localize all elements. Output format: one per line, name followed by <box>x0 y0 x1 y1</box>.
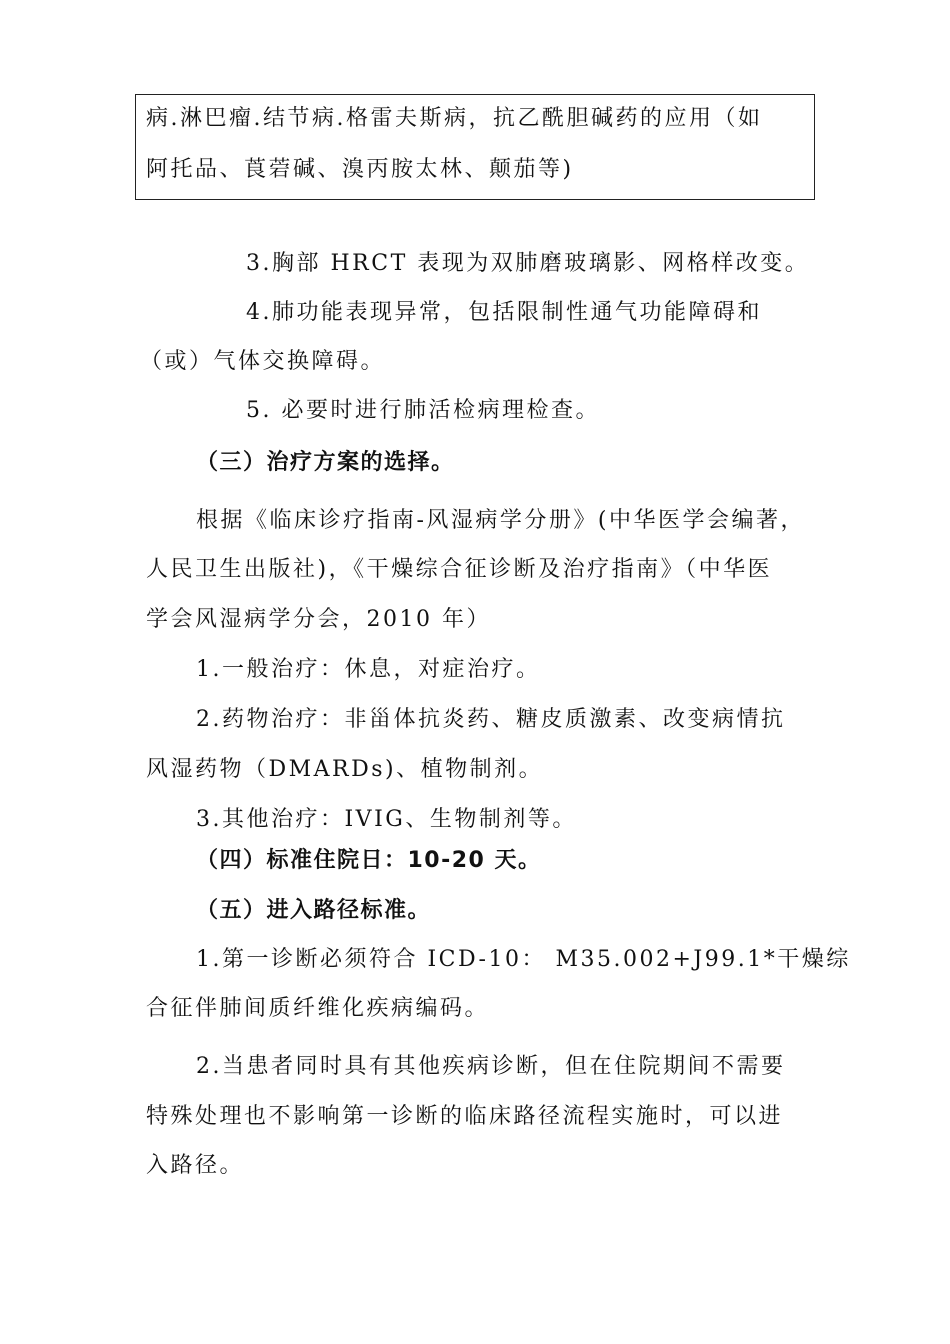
treatment-general: 1.一般治疗：休息，对症治疗。 <box>196 657 541 682</box>
treatment-other: 3.其他治疗：IVIG、生物制剂等。 <box>196 807 577 832</box>
section-5-heading: （五）进入路径标准。 <box>196 898 432 923</box>
criterion-1-line-1: 1.第一诊断必须符合 ICD-10： M35.002+J99.1*干燥综 <box>196 947 851 972</box>
section-3-ref-line-1: 根据《临床诊疗指南-风湿病学分册》(中华医学会编著， <box>196 508 806 533</box>
item-hrct: 3.胸部 HRCT 表现为双肺磨玻璃影、网格样改变。 <box>246 251 810 276</box>
item-biopsy: 5. 必要时进行肺活检病理检查。 <box>246 398 600 423</box>
criterion-2-line-1: 2.当患者同时具有其他疾病诊断，但在住院期间不需要 <box>196 1054 786 1079</box>
section-3-ref-line-2: 人民卫生出版社)，《干燥综合征诊断及治疗指南》（中华医 <box>146 557 773 582</box>
section-3-ref-line-3: 学会风湿病学分会，2010 年） <box>146 607 491 632</box>
section-4-heading: （四）标准住院日：10-20 天。 <box>196 848 542 873</box>
section-3-heading: （三）治疗方案的选择。 <box>196 450 455 475</box>
criterion-2-line-3: 入路径。 <box>146 1153 245 1178</box>
box-line-2: 阿托品、莨菪碱、溴丙胺太林、颠茄等) <box>146 157 574 182</box>
item-pft-line-1: 4.肺功能表现异常，包括限制性通气功能障碍和 <box>246 300 762 325</box>
treatment-drug-line-2: 风湿药物（DMARDs)、植物制剂。 <box>146 757 544 782</box>
item-pft-line-2: （或）气体交换障碍。 <box>140 349 386 374</box>
criterion-2-line-2: 特殊处理也不影响第一诊断的临床路径流程实施时，可以进 <box>146 1104 784 1129</box>
box-line-1: 病.淋巴瘤.结节病.格雷夫斯病，抗乙酰胆碱药的应用（如 <box>146 106 763 131</box>
treatment-drug-line-1: 2.药物治疗：非甾体抗炎药、糖皮质激素、改变病情抗 <box>196 707 786 732</box>
criterion-1-line-2: 合征伴肺间质纤维化疾病编码。 <box>146 996 490 1021</box>
